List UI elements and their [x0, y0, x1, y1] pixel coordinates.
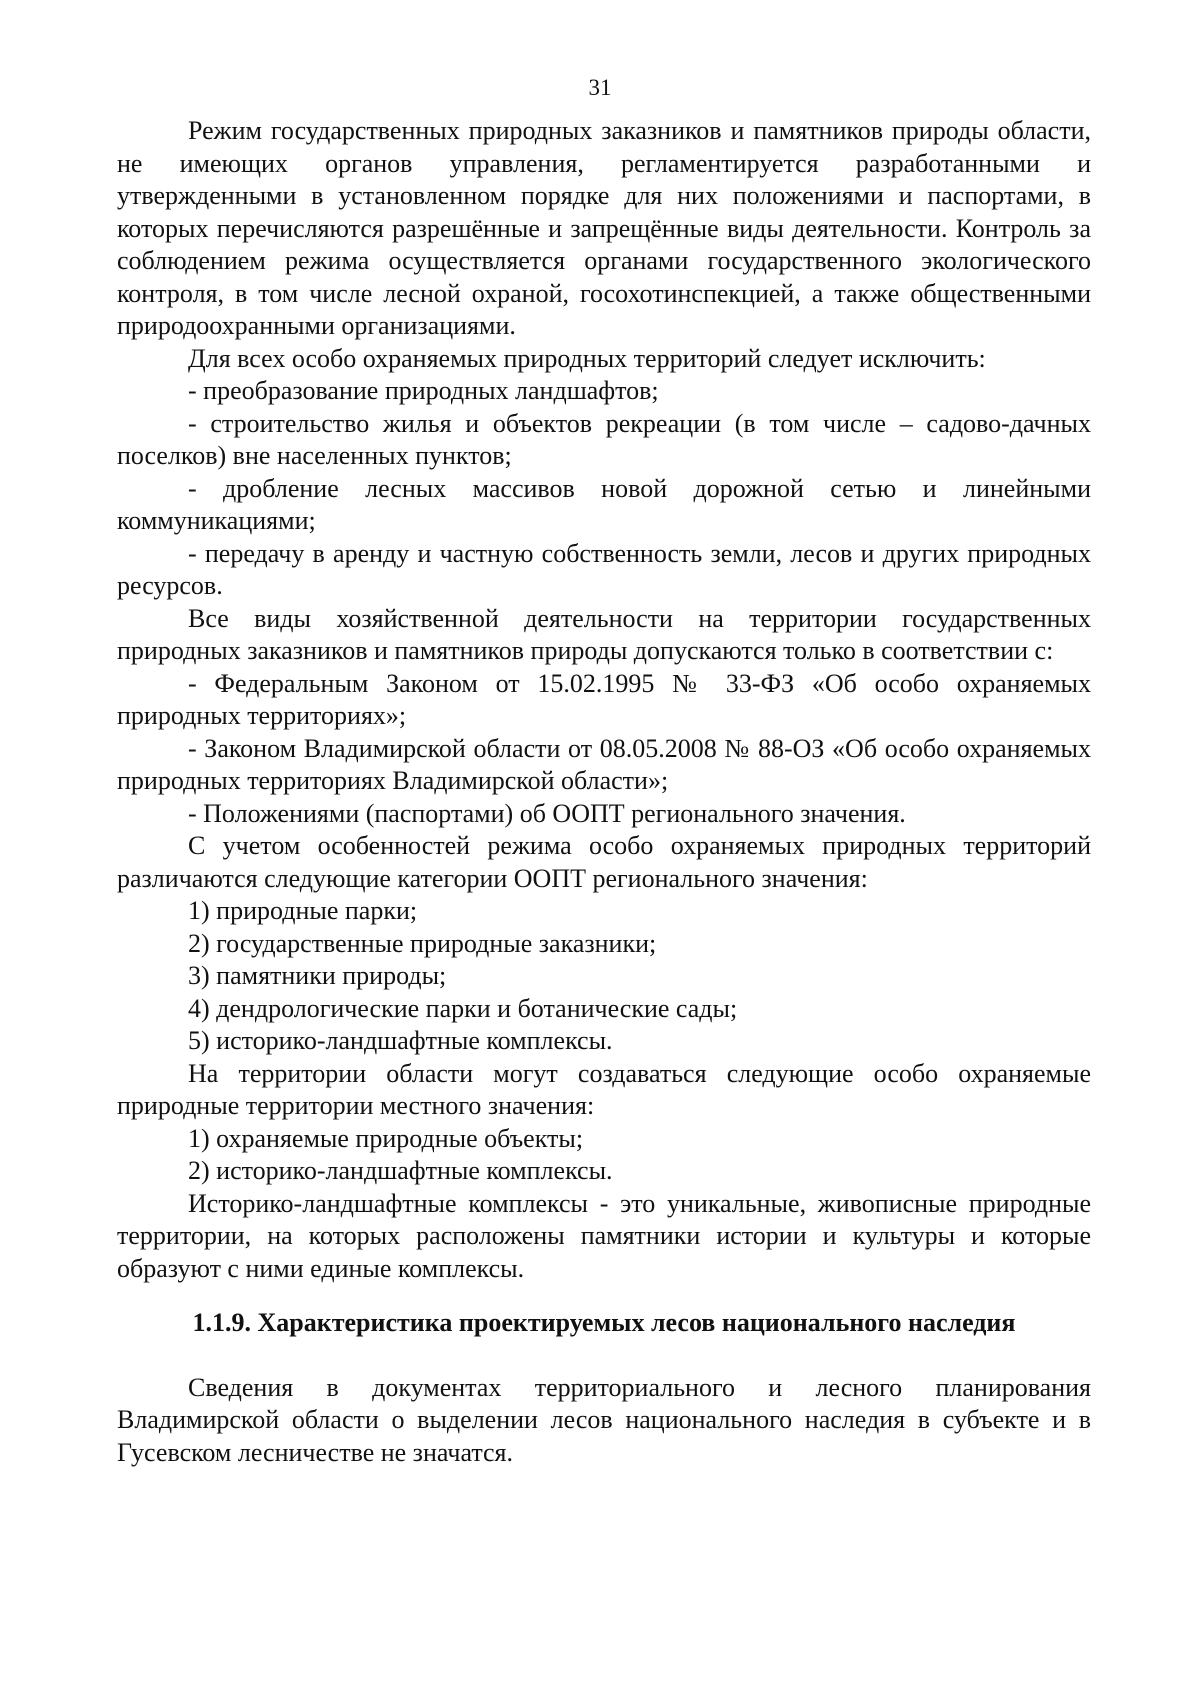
page-number: 31: [588, 75, 612, 100]
page-content: [117, 115, 1091, 1469]
list-item-exclusion-fragmentation: - дробление лесных массивов новой дорожной сетью и линейными коммуникациями;: [117, 473, 1091, 535]
list-item-exclusion-landscapes: - преобразование природных ландшафтов;: [188, 376, 659, 405]
list-item-category-reserves: 2) государственные природные заказники;: [188, 928, 657, 958]
paragraph-landscape-complexes-definition: Историко-ландшафтные комплексы - это уникальные, живописные природные территории, на которых расположены памятники истории и культуры и которые образуют с ними единые комплексы.: [117, 1188, 1091, 1283]
list-item-local-protected-objects: 1) охраняемые природные объекты;: [188, 1123, 584, 1153]
paragraph-exclusions-intro: Для всех особо охраняемых природных территорий следует исключить:: [188, 343, 986, 373]
list-item-category-monuments: 3) памятники природы;: [188, 961, 447, 990]
section-heading: 1.1.9. Характеристика проектируемых лесов национального наследия: [192, 1308, 1016, 1337]
list-item-category-landscape-complexes: 5) историко-ландшафтные комплексы.: [188, 1026, 613, 1055]
list-item-passports: - Положениями (паспортами) об ООПТ регионального значения.: [188, 798, 906, 828]
paragraph-local-categories-intro: На территории области могут создаваться следующие особо охраняемые природные территории местного значения:: [117, 1058, 1091, 1120]
paragraph-regional-categories-intro: С учетом особенностей режима особо охраняемых природных территорий различаются следующие категории ООПТ регионального значения:: [117, 831, 1091, 893]
list-item-exclusion-lease: - передачу в аренду и частную собственность земли, лесов и других природных ресурсов.: [117, 538, 1091, 600]
paragraph-national-heritage-forests: Сведения в документах территориального и лесного планирования Владимирской области о выделении лесов национального наследия в субъекте и в Гусевском лесничестве не значатся.: [117, 1372, 1091, 1467]
paragraph-regime-management: Режим государственных природных заказников и памятников природы области, не имеющих органов управления, регламентируется разработанными и утвержденными в установленном порядке для них положениями и паспортами, в которых перечисляются разрешённые и запрещённые виды деятельности. Контроль за соблюдением режима осуществляется органами государственного экологического контроля, в том числе лесной охраной, госохотинспекцией, а также общественными природоохранными организациями.: [117, 116, 1091, 340]
list-item-federal-law: - Федеральным Законом от 15.02.1995 № 33-ФЗ «Об особо охраняемых природных территориях»;: [117, 668, 1091, 730]
list-item-exclusion-construction: - строительство жилья и объектов рекреации (в том числе – садово-дачных поселков) вне населенных пунктов;: [117, 408, 1091, 470]
list-item-category-dendro-parks: 4) дендрологические парки и ботанические сады;: [188, 993, 738, 1023]
paragraph-activities-compliance: Все виды хозяйственной деятельности на территории государственных природных заказников и памятников природы допускаются только в соответствии с:: [117, 603, 1091, 665]
list-item-regional-law: - Законом Владимирской области от 08.05.2008 № 88-ОЗ «Об особо охраняемых природных территориях Владимирской области»;: [117, 733, 1091, 795]
list-item-category-natural-parks: 1) природные парки;: [188, 896, 418, 925]
list-item-local-landscape-complexes: 2) историко-ландшафтные комплексы.: [188, 1156, 613, 1185]
